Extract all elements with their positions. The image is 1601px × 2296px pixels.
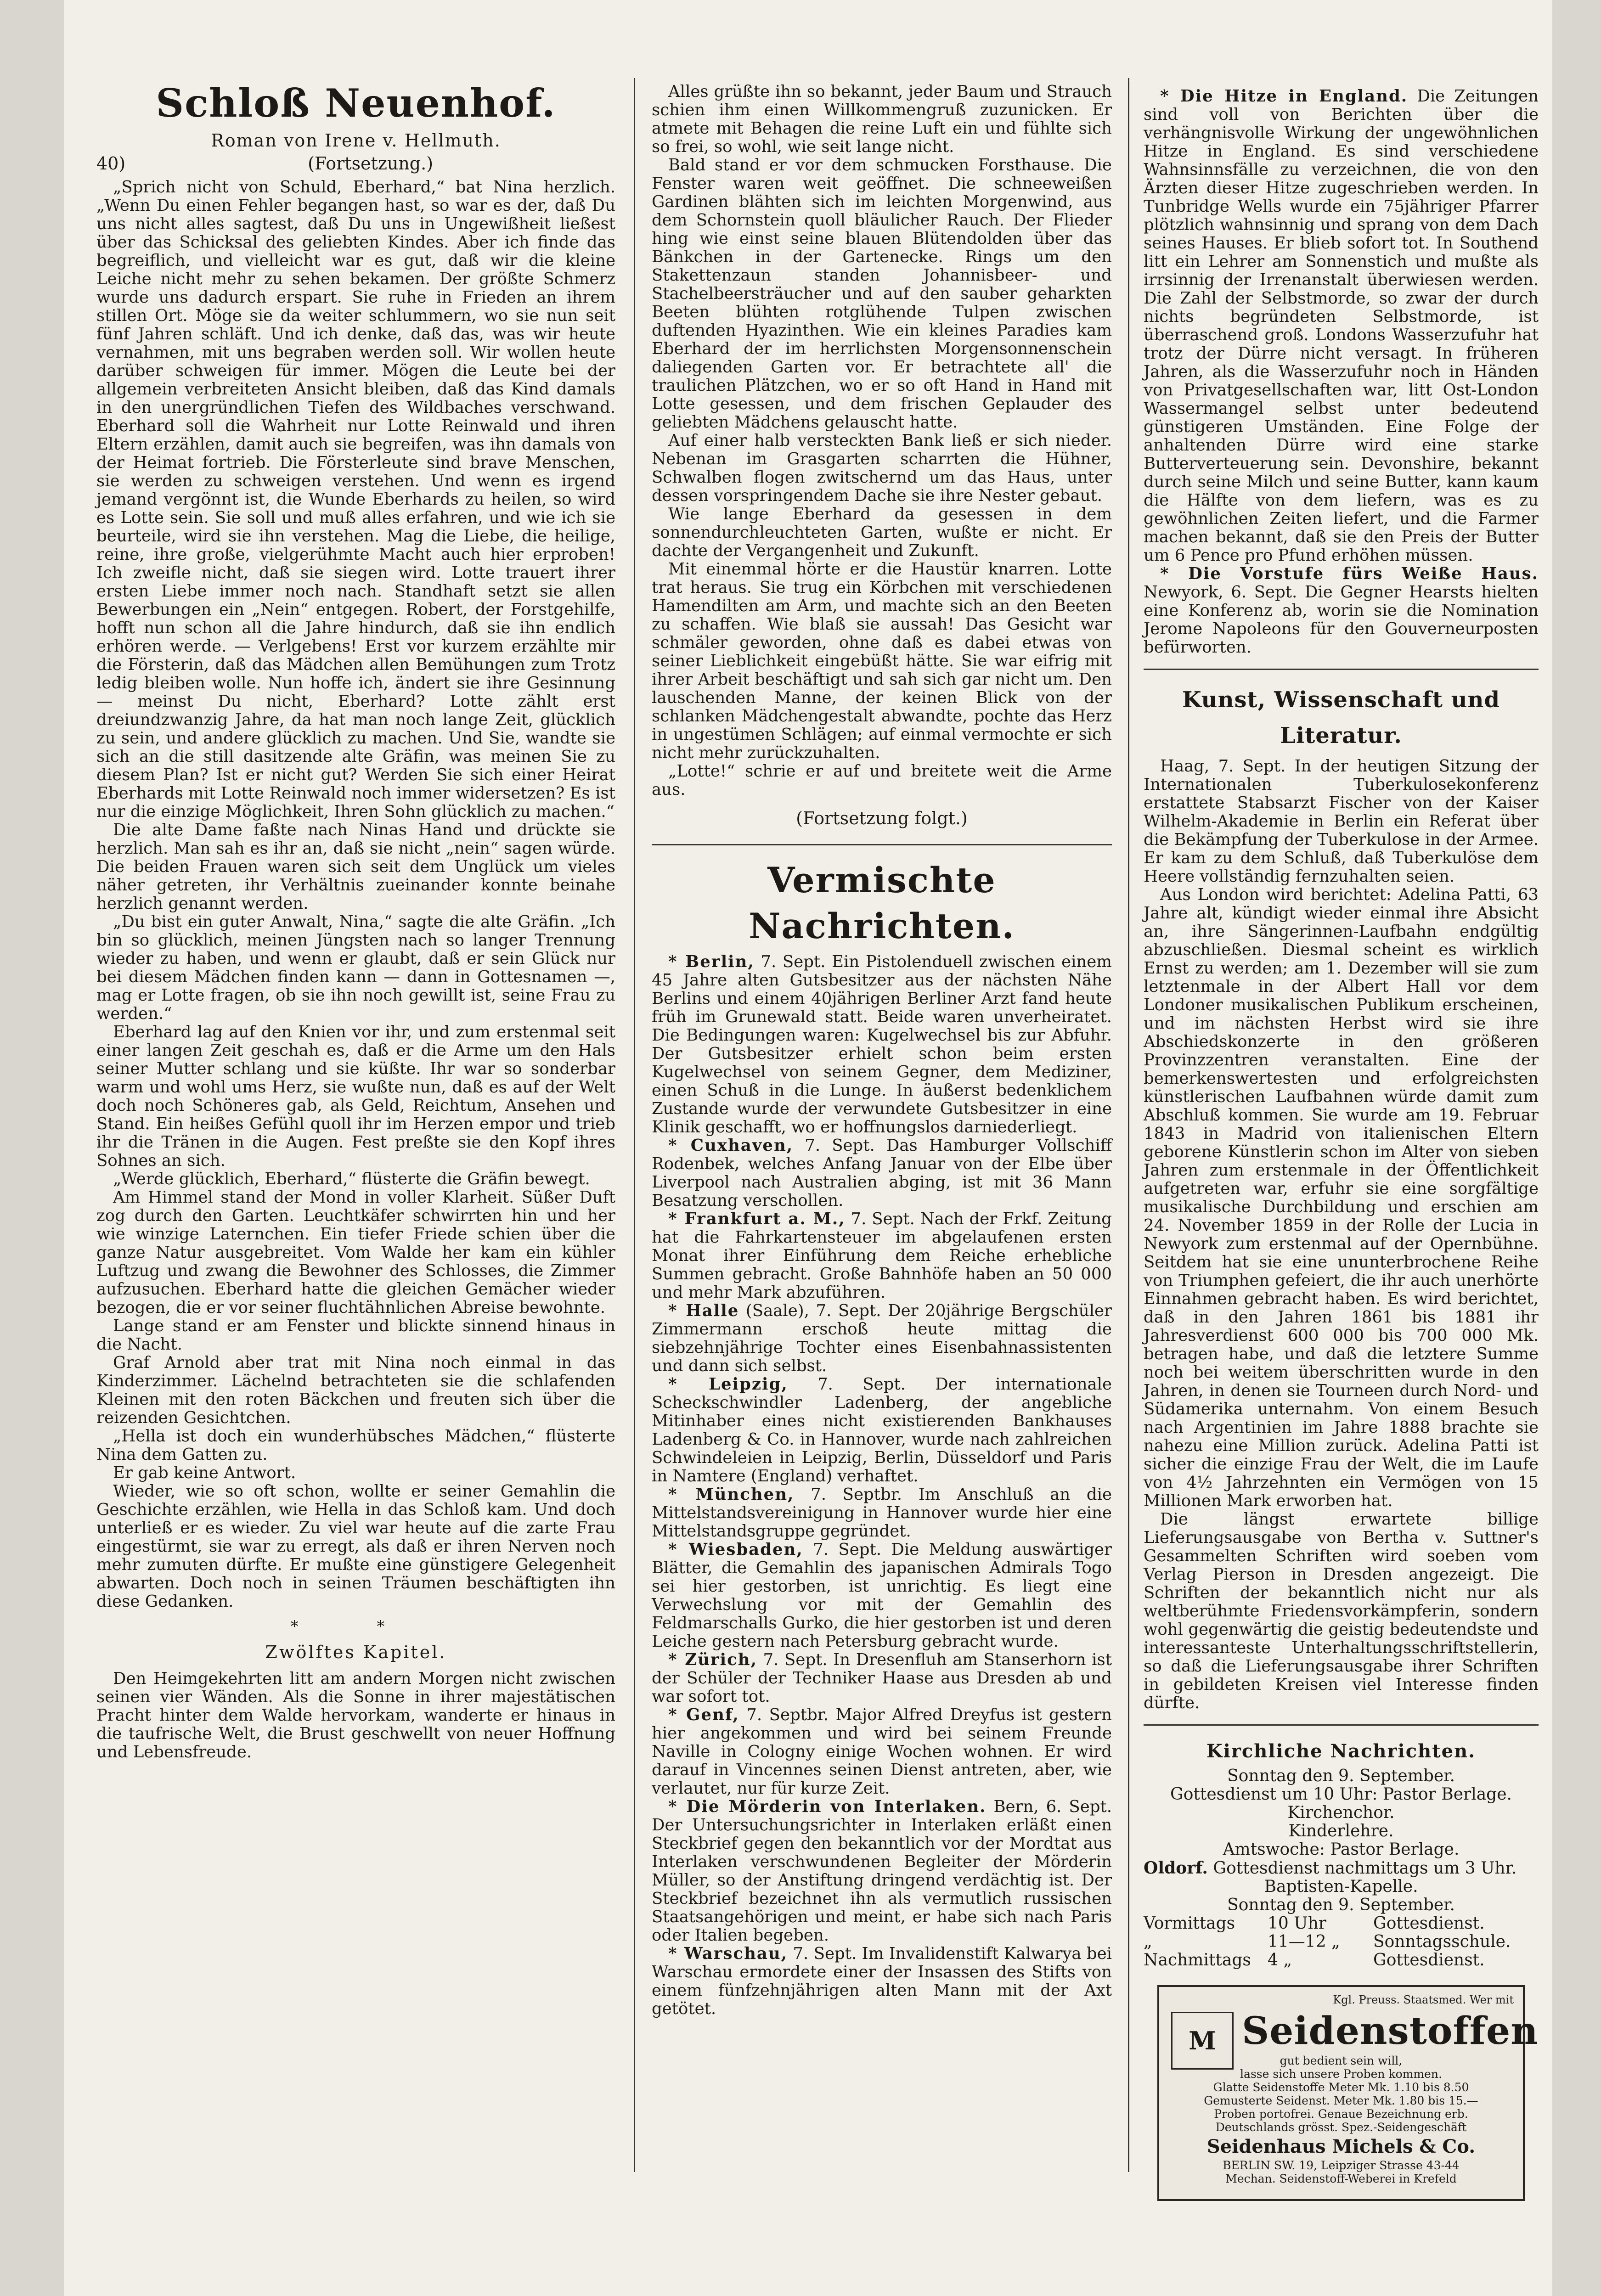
- column-rule: [634, 78, 635, 2172]
- news-dateline: * Zürich,: [668, 1650, 757, 1669]
- news-dateline: * Halle: [668, 1301, 739, 1320]
- news-dateline: * Cuxhaven,: [668, 1136, 794, 1155]
- ad-line: lasse sich unsere Proben kommen.: [1240, 2067, 1442, 2081]
- novel-paragraph: Graf Arnold aber trat mit Nina noch einmal in das Kinderzimmer. Lächelnd betrachteten sie die schlafenden Kleinen mit den roten Bäckchen und freuten sich über die reizenden Gesichtchen.: [96, 1353, 615, 1427]
- news-text: Die Zeitungen sind voll von Berichten über die verhängnisvolle Wirkung der ungewöhnlichen Hitze in England. Es sind verschiedene Wahnsinnsfälle zu verzeichnen, die von den Ärzten dieser Hitze zugeschrieben werden. In Tunbridge Wells wurde ein 75jähriger Pfarrer plötzlich wahnsinnig und sprang von dem Dach seines Hauses. Er blieb sofort tot. In Southend litt ein Lehrer am Sonnenstich und mußte als irrsinnig der Irrenanstalt überwiesen werden. Die Zahl der Selbstmorde, so zwar der durch nichts begründeten Selbstmorde, ist überraschend groß. Londons Wasserzufuhr hat trotz der Dürre nicht versagt. In früheren Jahren, als die Wasserzufuhr noch in Händen von Privatgesellschaften war, litt Ost-London Wassermangel selbst unter bedeutend günstigeren Umständen. Eine Folge der anhaltenden Dürre wird eine starke Butterverteuerung sein. Devonshire, bekannt durch seine Milch und seine Butter, kann kaum die Hälfte von dem liefern, was es zu gewöhnlichen Zeiten liefert, und die Farmer machen bekannt, daß sie den Preis der Butter um 6 Pence pro Pfund erhöhen müssen.: [1144, 87, 1539, 565]
- continuation-note: (Fortsetzung.): [308, 153, 434, 174]
- church-date: Sonntag den 9. September.: [1227, 1767, 1455, 1785]
- service-row: [1144, 1914, 1539, 1933]
- novel-paragraph: „Du bist ein guter Anwalt, Nina,“ sagte die alte Gräfin. „Ich bin so glücklich, meinen Jüngsten nach so langer Trennung wieder zu haben, und wenn er glaubt, daß er sein Glück nur bei diesem Mädchen finden kann — dann in Gottesnamen —, mag er Lotte fragen, ob sie ihn noch gewillt ist, seine Frau zu werden.“: [96, 912, 615, 1023]
- church-week: Amtswoche: Pastor Berlage.: [1223, 1840, 1460, 1859]
- church-choir: Kirchenchor.: [1287, 1803, 1395, 1822]
- news-item: [652, 1137, 1112, 1210]
- news-dateline: * Die Vorstufe fürs Weiße Haus.: [1160, 564, 1539, 583]
- novel-subtitle: Roman von Irene v. Hellmuth.: [211, 130, 501, 151]
- ad-footer: Mechan. Seidenstoff-Weberei in Krefeld: [1225, 2172, 1457, 2185]
- news-dateline: * Frankfurt a. M.,: [668, 1210, 846, 1228]
- novel-paragraph: „Hella ist doch ein wunderhübsches Mädchen,“ flüsterte Nina dem Gatten zu.: [96, 1427, 615, 1464]
- service-when: Vormittags: [1144, 1914, 1235, 1933]
- service-row: [1144, 1933, 1539, 1951]
- news-item: [652, 1651, 1112, 1706]
- novel-paragraph: „Werde glücklich, Eberhard,“ flüsterte die Gräfin bewegt.: [113, 1170, 590, 1188]
- baptist-chapel: Baptisten-Kapelle.: [1264, 1877, 1418, 1896]
- news-text: 7. Sept. Der internationale Scheckschwindler Ladenberg, der angebliche Mitinhaber eines nicht existierenden Bankhauses Ladenberg & Co. in Hannover, wurde nach zahlreichen Schwindeleien in Leipzig, Berlin, Düsseldorf und Paris in Namtere (England) verhaftet.: [652, 1375, 1112, 1486]
- baptist-date: Sonntag den 9. September.: [1227, 1896, 1455, 1914]
- news-item: [652, 1798, 1112, 1945]
- ad-line: Gemusterte Seidenst. Meter Mk. 1.80 bis 15.—: [1204, 2094, 1478, 2107]
- novel-paragraph: Eberhard lag auf den Knien vor ihr, und zum erstenmal seit einer langen Zeit geschah es, daß er die Arme um den Hals seiner Mutter schlang und sie küßte. Ihr war so sonderbar warm und wohl ums Herz, sie wußte nun, daß es auf der Welt doch noch Schöneres gab, als Geld, Reichtum, Ansehen und Stand. Ein heißes Gefühl quoll ihr im Herzen empor und trieb ihr die Tränen in die Augen. Fest preßte sie den Kopf ihres Sohnes an sich.: [96, 1023, 615, 1170]
- culture-item: Aus London wird berichtet: Adelina Patti, 63 Jahre alt, kündigt wieder einmal ihre Absicht an, ihre Sängerinnen-Laufbahn endgültig abzuschließen. Diesmal scheint es wirklich Ernst zu werden; am 1. Dezember will sie zum letztenmale in der Albert Hall vor dem Londoner musikalischen Publikum erscheinen, und im nächsten Herbst wird sie ihre Abschiedskonzerte in den größeren Provinzzentren veranstalten. Eine der bemerkenswertesten und erfolgreichsten künstlerischen Laufbahnen würde damit zum Abschluß kommen. Sie wurde am 19. Februar 1843 in Madrid von italienischen Eltern geborene Künstlerin schon im Alter von sieben Jahren zum erstenmale in der Öffentlichkeit aufgetreten war, erfuhr sie eine sorgfältige musikalische Durchbildung und erschien am 24. November 1859 in der Rolle der Lucia in Newyork zum erstenmal auf der Opernbühne. Seitdem hat sie eine ununterbrochene Reihe von Triumphen gefeiert, die ihr auch unerhörte Einnahmen gebracht haben. Es wird berichtet, daß in den Jahren 1861 bis 1881 ihr Jahresverdienst 600 000 bis 700 000 Mk. betragen habe, und daß die letztere Summe noch bei weitem überschritten wurde in den Jahren, in denen sie Tourneen durch Nord- und Südamerika unternahm. Von einem Besuch nach Argentinien im Jahre 1888 brachte sie nahezu eine Million zurück. Adelina Patti ist sicher die einzige Frau der Welt, die im Laufe von 4½ Jahrzehnten ein Vermögen von 15 Millionen Mark erworben hat.: [1144, 885, 1539, 1510]
- novel-paragraph: Bald stand er vor dem schmucken Forsthause. Die Fenster waren weit geöffnet. Die schneeweißen Gardinen blähten sich im leichten Morgenwind, aus dem Schornstein quoll bläulicher Rauch. Der Flieder hing wie einst seine blauen Blütendolden über das Bänkchen in der Gartenecke. Rings um den Stakettenzaun standen Johannisbeer- und Stachelbeersträucher und auf den sauber geharkten Beeten blühten rotglühende Tulpen zwischen duftenden Hyazinthen. Wie ein kleines Paradies kam Eberhard der im herrlichsten Morgensonnenschein daliegenden Garten vor. Er betrachtete all' die traulichen Plätzchen, wo er so oft Hand in Hand mit Lotte gesessen, und dem frischen Geplauder des geliebten Mädchens gelauscht hatte.: [652, 156, 1112, 432]
- church-oldorf: [1144, 1859, 1539, 1878]
- service-time: 4 „: [1268, 1951, 1292, 1970]
- news-text: 7. Sept. Die Meldung auswärtiger Blätter, die Gemahlin des japanischen Admirals Togo sei hier gestorben, ist unrichtig. Es liegt eine Verwechslung vor mit der Gemahlin des Feldmarschalls Gurko, die hier gestorben ist und deren Leiche gestern nach Petersburg gebracht wurde.: [652, 1540, 1112, 1651]
- church-kids: Kinderlehre.: [1288, 1822, 1394, 1840]
- novel-paragraph: Er gab keine Antwort.: [113, 1463, 296, 1482]
- novel-paragraph: Den Heimgekehrten litt am andern Morgen nicht zwischen seinen vier Wänden. Als die Sonne in ihrer majestätischen Pracht hinter dem Walde hervorkam, wanderte er hinaus in die taufrische Welt, die Brust geschwellt von neuer Hoffnung und Lebensfreude.: [96, 1669, 615, 1761]
- news-item: [652, 953, 1112, 1137]
- novel-installment-row: [96, 152, 615, 174]
- chapter-heading: Zwölftes Kapitel.: [265, 1642, 447, 1662]
- ad-headline: Seidenstoffen: [1242, 2009, 1539, 2053]
- news-item: [652, 1302, 1112, 1375]
- service-what: Gottesdienst.: [1373, 1914, 1485, 1933]
- news-text: 7. Sept. Ein Pistolenduell zwischen einem 45 Jahre alten Gutsbesitzer aus der nächsten Nähe Berlins und einem 40jährigen Berliner Arzt fand heute früh im Grunewald statt. Beide waren unverheiratet. Die Bedingungen waren: Kugelwechsel bis zur Abfuhr. Der Gutsbesitzer erhielt schon beim ersten Kugelwechsel von seinem Gegner, dem Mediziner, einen Schuß in die Lunge. In äußerst bedenklichem Zustande wurde der verwundete Gutsbesitzer in eine Klinik geschafft, wo er hoffnungslos darniederliegt.: [652, 952, 1112, 1137]
- ad-firm: Seidenhaus Michels & Co.: [1206, 2136, 1476, 2157]
- news-dateline: * Die Mörderin von Interlaken.: [668, 1797, 987, 1816]
- ad-address: BERLIN SW. 19, Leipziger Strasse 43-44: [1223, 2159, 1460, 2172]
- section-stars: * *: [290, 1617, 422, 1636]
- novel-title: Schloß Neuenhof.: [156, 80, 556, 126]
- news-item: [652, 1210, 1112, 1302]
- ad-top-line: Kgl. Preuss. Staatsmed. Wer mit: [1333, 1993, 1514, 2006]
- novel-paragraph: Mit einemmal hörte er die Haustür knarren. Lotte trat heraus. Sie trug ein Körbchen mit verschiedenen Hamendilten am Arm, und machte sich an den Beeten zu schaffen. Wie blaß sie aussah! Das Gesicht war schmäler geworden, ohne daß es dabei etwas von seiner Lieblichkeit eingebüßt hätte. Sie war eifrig mit ihrer Arbeit beschäftigt und sah sich gar nicht um. Den lauschenden Manne, der keinen Blick von der schlanken Mädchengestalt abwandte, pochte das Herz in ungestümen Schlägen; auf einmal vermochte er sich nicht mehr zurückzuhalten.: [652, 560, 1112, 762]
- news-item: [652, 1541, 1112, 1651]
- news-dateline: * Warschau,: [668, 1944, 788, 1963]
- church-service: Gottesdienst um 10 Uhr: Pastor Berlage.: [1170, 1785, 1512, 1804]
- service-what: Gottesdienst.: [1373, 1951, 1485, 1970]
- service-row: [1144, 1951, 1539, 1970]
- news-text: (Saale), 7. Sept. Der 20jährige Bergschüler Zimmermann erschoß heute mittag die siebzehnjährige Tochter eines Eisenbahnassistenten und dann sich selbst.: [652, 1301, 1112, 1375]
- news-item: [652, 1375, 1112, 1486]
- news-text: 7. Septbr. Major Alfred Dreyfus ist gestern hier angekommen und wird bei seinem Freunde Naville in Cologny einige Wochen wohnen. Er wird darauf in Vincennes seinen Dienst antreten, aber, wie verlautet, nur für kurze Zeit.: [652, 1705, 1112, 1798]
- service-what: Sonntagsschule.: [1373, 1932, 1511, 1951]
- news-text: 7. Septbr. Im Anschluß an die Mittelstandsvereinigung in Hannover wurde hier eine Mittelstandsgruppe gegründet.: [652, 1485, 1112, 1541]
- news-text: Bern, 6. Sept. Der Untersuchungsrichter in Interlaken erläßt einen Steckbrief gegen den bekanntlich vor der Mordtat aus Interlaken verschwundenen Begleiter der Mörderin Müller, so der Anstiftung dringend verdächtig ist. Der Steckbrief bezeichnet ihn als vermutlich russischen Staatsangehörigen und meint, er habe sich nach Paris oder Italien begeben.: [652, 1797, 1112, 1945]
- ad-logo-icon: M: [1171, 2012, 1234, 2070]
- news-item: [652, 1486, 1112, 1541]
- news-dateline: * Leipzig,: [668, 1375, 788, 1394]
- ad-line: Proben portofrei. Genaue Bezeichnung erb.: [1214, 2107, 1468, 2121]
- novel-paragraph: Alles grüßte ihn so bekannt, jeder Baum und Strauch schien ihm einen Willkommengruß zuzunicken. Er atmete mit Behagen die reine Luft ein und fühlte sich so frei, so wohl, wie seit lange nicht.: [652, 82, 1112, 156]
- culture-item: Haag, 7. Sept. In der heutigen Sitzung der Internationalen Tuberkulosekonferenz erstattete Stabsarzt Fischer von der Kaiser Wilhelm-Akademie in Berlin ein Referat über die Bekämpfung der Tuberkulose in der Armee. Er kam zu dem Schluß, daß Tuberkulöse dem Heere vollständig fernzuhalten seien.: [1144, 757, 1539, 886]
- news-text: 7. Sept. Nach der Frkf. Zeitung hat die Fahrkartensteuer im abgelaufenen ersten Monat ihrer Einführung dem Reiche erhebliche Summen gebracht. Große Bahnhöfe haben an 50 000 und mehr Mark abzuführen.: [652, 1210, 1112, 1302]
- section-rule: [1144, 669, 1539, 670]
- silk-advertisement: [1157, 1985, 1539, 2201]
- news-dateline: * Genf,: [668, 1705, 739, 1724]
- novel-paragraph: Am Himmel stand der Mond in voller Klarheit. Süßer Duft zog durch den Garten. Leuchtkäfer schwirrten hin und her wie winzige Laternchen. Ein tiefer Friede schien über die ganze Natur ausgebreitet. Vom Walde her kam ein kühler Luftzug und zwang die Bewohner des Schlosses, die Zimmer aufzusuchen. Eberhard hatte die gleichen Gemächer wieder bezogen, die er vor seiner fluchtähnlichen Abreise bewohnte.: [96, 1188, 615, 1317]
- ad-line: gut bedient sein will,: [1280, 2054, 1403, 2067]
- service-time: 11—12 „: [1268, 1932, 1340, 1951]
- section-rule: [652, 844, 1112, 845]
- ad-line: Glatte Seidenstoffe Meter Mk. 1.10 bis 8.50: [1213, 2081, 1469, 2094]
- news-text: 7. Sept. Im Invalidenstift Kalwarya bei Warschau ermordete einer der Insassen des Stifts von einem fünfzehnjährigen alten Mann mit der Axt getötet.: [652, 1944, 1112, 2018]
- church-oldorf-text: Gottesdienst nachmittags um 3 Uhr.: [1213, 1859, 1517, 1878]
- news-section-heading: Vermischte Nachrichten.: [749, 860, 1015, 946]
- newspaper-page: [64, 0, 1552, 2296]
- section-rule: [1144, 1724, 1539, 1726]
- culture-item: Die längst erwartete billige Lieferungsausgabe von Bertha v. Suttner's Gesammelten Schriften wird soeben vom Verlag Pierson in Dresden angezeigt. Die Schriften der bekanntlich nicht nur als weltberühmte Friedensvorkämpferin, sondern wohl gegenwärtig die geistig bedeutendste und interessanteste Unterhaltungsschriftstellerin, so daß die Lieferungsausgabe ihrer Schriften in gebildeten Kreisen viel Interesse finden dürfte.: [1144, 1510, 1539, 1712]
- novel-paragraph: Wieder, wie so oft schon, wollte er seiner Gemahlin die Geschichte erzählen, wie Hella in das Schloß kam. Und doch unterließ er es wieder. Zu viel war heute auf die zarte Frau eingestürmt, sie war zu erregt, als daß er ihren Nerven noch mehr zumuten dürfte. Er mußte eine günstigere Gelegenheit abwarten. Doch noch in seinen Träumen beschäftigten ihn diese Gedanken.: [96, 1482, 615, 1611]
- news-text: 7. Sept. Das Hamburger Vollschiff Rodenbek, welches Anfang Januar von der Elbe über Liverpool nach Australien abging, ist mit 36 Mann Besatzung verschollen.: [652, 1136, 1112, 1210]
- news-dateline: * Berlin,: [668, 952, 755, 971]
- news-item: [652, 1945, 1112, 2018]
- news-dateline: * München,: [668, 1485, 795, 1504]
- column-rule: [1128, 78, 1129, 2172]
- culture-section-heading: Kunst, Wissenschaft und Literatur.: [1182, 687, 1500, 748]
- novel-paragraph: „Sprich nicht von Schuld, Eberhard,“ bat Nina herzlich. „Wenn Du einen Fehler begangen hast, so war es der, daß Du uns nicht alles sagtest, daß Du uns in Ungewißheit ließest über das Schicksal des geliebten Kindes. Aber ich finde das begreiflich, und vielleicht war es gut, daß wir die kleine Leiche nicht mehr zu sehen bekamen. Der größte Schmerz wurde uns dadurch erspart. Sie ruhe in Frieden an ihrem stillen Ort. Möge sie da weiter schlummern, wo sie nun seit fünf Jahren schläft. Und ich denke, daß das, was wir heute vernahmen, mit uns begraben werden soll. Wir wollen heute darüber schweigen für immer. Mögen die Leute bei der allgemein verbreiteten Ansicht bleiben, daß das Kind damals in den unergründlichen Tiefen des Wildbaches verschwand. Eberhard soll die Wahrheit nur Lotte Reinwald und ihren Eltern erzählen, damit auch sie begreifen, was ihn damals von der Heimat fortrieb. Die Försterleute sind brave Menschen, sie werden zu schweigen verstehen. Und wenn es irgend jemand vergönnt ist, die Wunde Eberhards zu heilen, so wird es Lotte sein. Sie soll und muß alles erfahren, und wie ich sie beurteile, wird sie ihn verstehen. Mag die Liebe, die heilige, reine, ihre große, vielgerühmte Macht auch hier erproben! Ich zweifle nicht, daß sie siegen wird. Lotte trauert ihrer ersten Liebe immer noch nach. Standhaft setzt sie allen Bewerbungen ein „Nein“ entgegen. Robert, der Forstgehilfe, hofft nun schon all die Jahre hindurch, daß sie ihn endlich erhören werde. — Verlgebens! Erst vor kurzem erzählte mir die Försterin, daß das Mädchen allen Bemühungen zum Trotz ledig bleiben wolle. Nun hoffe ich, ändert sie ihre Gesinnung — meinst Du nicht, Eberhard? Lotte zählt erst dreiundzwanzig Jahre, da hat man noch lange Zeit, glücklich zu sein, und andere glücklich zu machen. Und Sie, wandte sie sich an die still dasitzende alte Gräfin, was meinen Sie zu diesem Plan? Ist er nicht gut? Werden Sie sich einer Heirat Eberhards mit Lotte Reinwald noch immer widersetzen? Es ist nur die einzige Möglichkeit, Ihren Sohn glücklich zu machen.“: [96, 178, 615, 821]
- novel-paragraph: Auf einer halb versteckten Bank ließ er sich nieder. Nebenan im Grasgarten scharrten die Hühner, Schwalben flogen zwitschernd um das Haus, unter dessen vorspringendem Dache sie ihre Nester gebaut.: [652, 431, 1112, 505]
- news-dateline: * Wiesbaden,: [668, 1540, 803, 1559]
- ad-line: Deutschlands grösst. Spez.-Seidengeschäft: [1215, 2121, 1467, 2134]
- column-serial-novel: [64, 0, 634, 2296]
- novel-paragraph: Die alte Dame faßte nach Ninas Hand und drückte sie herzlich. Man sah es ihr an, daß sie nicht „nein“ sagen würde. Die beiden Frauen waren sich seit dem Unglück um vieles näher getreten, ihr Verhältnis zueinander konnte beinahe herzlich genannt werden.: [96, 821, 615, 913]
- service-when: Nachmittags: [1144, 1951, 1251, 1970]
- news-item: [1144, 87, 1539, 565]
- news-text: 7. Sept. In Dresenfluh am Stanserhorn ist der Schüler der Techniker Haase aus Dresden ab und war sofort tot.: [652, 1650, 1112, 1706]
- novel-paragraph: Wie lange Eberhard da gesessen in dem sonnendurchleuchteten Garten, wußte er nicht. Er dachte der Vergangenheit und Zukunft.: [652, 505, 1112, 560]
- church-place: Oldorf.: [1144, 1858, 1208, 1878]
- news-item: [1144, 565, 1539, 657]
- continued-note: (Fortsetzung folgt.): [796, 808, 968, 828]
- novel-paragraph: „Lotte!“ schrie er auf und breitete weit die Arme aus.: [652, 762, 1112, 799]
- column-news-culture-church: [1130, 0, 1552, 2296]
- news-item: [652, 1706, 1112, 1798]
- service-when: „: [1144, 1932, 1152, 1951]
- church-section-heading: Kirchliche Nachrichten.: [1206, 1740, 1476, 1762]
- news-dateline: * Die Hitze in England.: [1160, 87, 1408, 106]
- column-novel-and-news: [636, 0, 1127, 2296]
- installment-number: 40): [96, 153, 126, 174]
- service-time: 10 Uhr: [1268, 1914, 1326, 1933]
- news-text: Newyork, 6. Sept. Die Gegner Hearsts hielten eine Konferenz ab, worin sie die Nomination Jerome Napoleons für den Gouverneurposten befürworten.: [1144, 583, 1539, 657]
- novel-paragraph: Lange stand er am Fenster und blickte sinnend hinaus in die Nacht.: [96, 1317, 615, 1354]
